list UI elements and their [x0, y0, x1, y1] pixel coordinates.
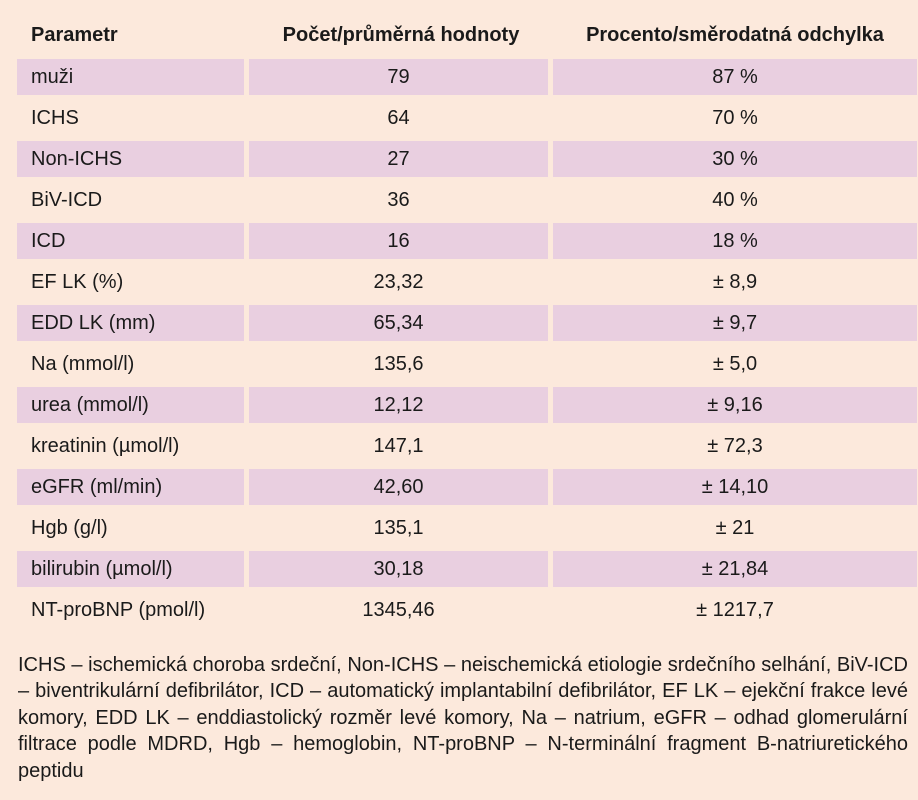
table-row [17, 341, 917, 382]
cell-stat: 30 % [553, 136, 917, 177]
cell-value: 30,18 [249, 546, 553, 587]
cell-stat: ± 21 [553, 505, 917, 546]
cell-param: muži [17, 54, 249, 95]
cell-param: ICD [17, 218, 249, 259]
cell-value: 42,60 [249, 464, 553, 505]
cell-param: kreatinin (µmol/l) [17, 423, 249, 464]
cell-value: 1345,46 [249, 587, 553, 628]
cell-param: urea (mmol/l) [17, 382, 249, 423]
cell-value: 23,32 [249, 259, 553, 300]
cell-stat: ± 9,16 [553, 382, 917, 423]
header-procento: Procento/směrodatná odchylka [586, 23, 884, 46]
cell-value: 79 [249, 54, 553, 95]
table-row [17, 259, 917, 300]
cell-value: 27 [249, 136, 553, 177]
cell-stat: 18 % [553, 218, 917, 259]
abbreviations-footnote: ICHS – ischemická choroba srdeční, Non-ICHS – neischemická etiologie srdečního selhání, BiV-ICD – biventrikulární defibrilátor, ICD – automatický implantabilní defibrilátor, EF LK – ejekční frakce levé komory, EDD LK – enddiastolický rozměr levé komory, Na – natrium, eGFR – odhad glomerulární filtrace podle MDRD, Hgb – hemoglobin, NT-proBNP – N-terminální fragment B-natriuretického peptidu [18, 654, 908, 782]
table-row [17, 423, 917, 464]
parameters-table [17, 16, 917, 628]
cell-param: eGFR (ml/min) [17, 464, 249, 505]
cell-value: 65,34 [249, 300, 553, 341]
table-row [17, 177, 917, 218]
table-row [17, 218, 917, 259]
table-row [17, 136, 917, 177]
table-row [17, 95, 917, 136]
cell-param: EDD LK (mm) [17, 300, 249, 341]
cell-param: BiV-ICD [17, 177, 249, 218]
cell-stat: 70 % [553, 95, 917, 136]
cell-stat: ± 21,84 [553, 546, 917, 587]
cell-param: NT-proBNP (pmol/l) [17, 587, 249, 628]
cell-stat: ± 9,7 [553, 300, 917, 341]
cell-param: ICHS [17, 95, 249, 136]
cell-value: 16 [249, 218, 553, 259]
cell-value: 36 [249, 177, 553, 218]
cell-param: Non-ICHS [17, 136, 249, 177]
cell-stat: 87 % [553, 54, 917, 95]
cell-stat: ± 14,10 [553, 464, 917, 505]
cell-param: Hgb (g/l) [17, 505, 249, 546]
table-row [17, 505, 917, 546]
cell-stat: 40 % [553, 177, 917, 218]
cell-stat: ± 72,3 [553, 423, 917, 464]
cell-value: 64 [249, 95, 553, 136]
header-pocet: Počet/průměrná hodnoty [282, 23, 520, 46]
cell-stat: ± 1217,7 [553, 587, 917, 628]
table-row [17, 464, 917, 505]
cell-value: 12,12 [249, 382, 553, 423]
header-parametr: Parametr [31, 23, 118, 46]
cell-param: EF LK (%) [17, 259, 249, 300]
table-row [17, 382, 917, 423]
cell-stat: ± 5,0 [553, 341, 917, 382]
cell-stat: ± 8,9 [553, 259, 917, 300]
cell-value: 147,1 [249, 423, 553, 464]
cell-value: 135,6 [249, 341, 553, 382]
table-row [17, 54, 917, 95]
table-row [17, 546, 917, 587]
cell-param: Na (mmol/l) [17, 341, 249, 382]
cell-param: bilirubin (µmol/l) [17, 546, 249, 587]
table-row [17, 587, 917, 628]
table-header-row [17, 16, 917, 54]
cell-value: 135,1 [249, 505, 553, 546]
table-row [17, 300, 917, 341]
